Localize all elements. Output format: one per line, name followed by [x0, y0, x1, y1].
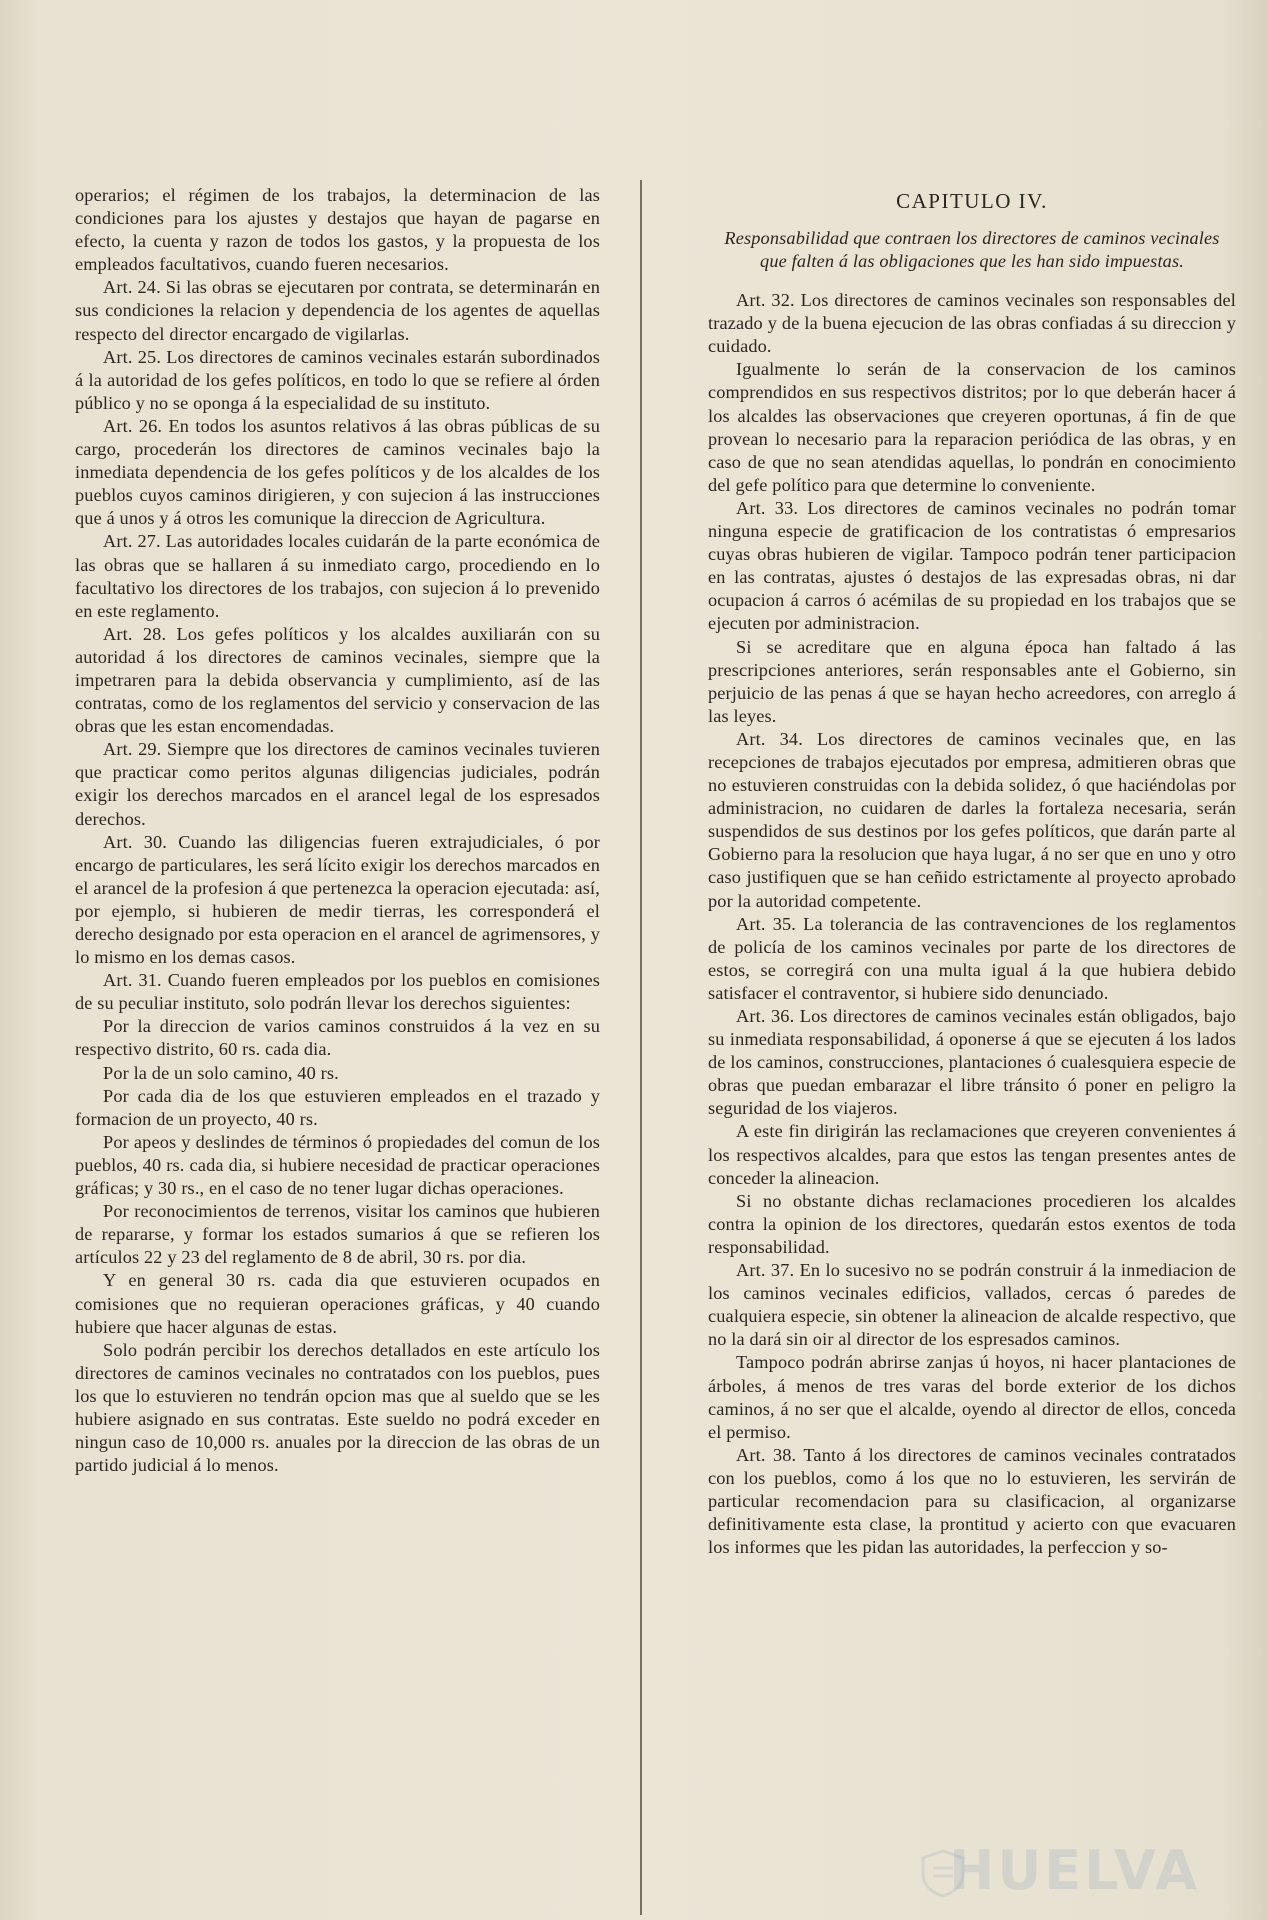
- paragraph-continuation: operarios; el régimen de los trabajos, la determinacion de las condiciones para los ajustes y destajos que hayan de pagarse en efecto, la cuenta y razon de todos los gastos, y la propuesta de los empleados facultativos, cuando fueren necesarios.: [75, 185, 600, 275]
- article-25: Art. 25. Los directores de caminos vecinales estarán subordinados á la autoridad de los gefes políticos, en todo lo que se refiere al órden público y no se oponga á la especialidad de su instituto.: [75, 346, 600, 413]
- paragraph: Si se acreditare que en alguna época han faltado á las prescripciones anteriores, serán responsables ante el Gobierno, sin perjuicio de las penas á que se hayan hecho acreedores, con arreglo á las leyes.: [708, 636, 1236, 726]
- watermark-logo-text: HUELVA: [949, 1839, 1200, 1902]
- article-33: Art. 33. Los directores de caminos vecinales no podrán tomar ninguna especie de gratificacion de los contratistas ó empresarios cuyas obras hubieren de vigilar. Tampoco podrán tener participacion en las contratas, ajustes ó destajos de las expresadas obras, ni dar ocupacion á carros ó acémilas de su propiedad en los trabajos que se ejecuten por administracion.: [708, 497, 1236, 634]
- column-divider: [640, 180, 642, 1915]
- paragraph: Si no obstante dichas reclamaciones procedieren los alcaldes contra la opinion de los directores, quedarán estos exentos de toda responsabilidad.: [708, 1190, 1236, 1257]
- article-36: Art. 36. Los directores de caminos vecinales están obligados, bajo su inmediata responsabilidad, á oponerse á que se ejecuten á los lados de los caminos, construcciones, plantaciones ó cualesquiera especie de obras que puedan embarazar el libre tránsito ó poner en peligro la seguridad de los viajeros.: [708, 1006, 1236, 1119]
- fee-item: Por la direccion de varios caminos construidos á la vez en su respectivo distrito, 60 rs. cada dia.: [75, 1016, 600, 1060]
- fee-item: Por cada dia de los que estuvieren empleados en el trazado y formacion de un proyecto, 40 rs.: [75, 1085, 600, 1129]
- article-24: Art. 24. Si las obras se ejecutaren por contrata, se determinarán en sus condiciones la relacion y dependencia de los agentes de aquellas respecto del director encargado de vigilarlas.: [75, 277, 600, 344]
- article-35: Art. 35. La tolerancia de las contravenciones de los reglamentos de policía de los caminos vecinales por parte de los directores de estos, se corregirá con una multa igual á la que hubiera debido satisfacer el contraventor, si hubiere sido denunciado.: [708, 913, 1236, 1003]
- chapter-subtitle: Responsabilidad que contraen los directores de caminos vecinales que falten á las obligaciones que les han sido impuestas.: [724, 228, 1220, 272]
- article-32: Art. 32. Los directores de caminos vecinales son responsables del trazado y de la buena ejecucion de las obras confiadas á su direccion y cuidado.: [708, 290, 1236, 357]
- fee-item: Por la de un solo camino, 40 rs.: [103, 1062, 339, 1083]
- left-column: [75, 184, 600, 1477]
- paragraph: Tampoco podrán abrirse zanjas ú hoyos, ni hacer plantaciones de árboles, á menos de tres varas del borde exterior de los dichos caminos, á no ser que el alcalde, oyendo al director de ellos, conceda el permiso.: [708, 1352, 1236, 1442]
- article-29: Art. 29. Siempre que los directores de caminos vecinales tuvieren que practicar como peritos algunas diligencias judiciales, podrán exigir los derechos marcados en el arancel legal de los espresados derechos.: [75, 739, 600, 829]
- article-31: Art. 31. Cuando fueren empleados por los pueblos en comisiones de su peculiar instituto, solo podrán llevar los derechos siguientes:: [75, 970, 600, 1014]
- article-38: Art. 38. Tanto á los directores de caminos vecinales contratados con los pueblos, como á los que no lo estuvieren, les servirán de particular recomendacion para su clasificacion, al organizarse definitivamente esta clase, la prontitud y acierto con que evacuaren los informes que les pidan las autoridades, la perfeccion y so-: [708, 1444, 1236, 1558]
- fee-item: Y en general 30 rs. cada dia que estuvieren ocupados en comisiones que no requieran operaciones gráficas, y 40 cuando hubiere que hacer algunas de estas.: [75, 1270, 600, 1337]
- article-30: Art. 30. Cuando las diligencias fueren extrajudiciales, ó por encargo de particulares, les será lícito exigir los derechos marcados en el arancel de la profesion á que pertenezca la operacion ejecutada: así, por ejemplo, si hubieren de medir tierras, les corresponderá el derecho designado por esta operacion en el arancel de agrimensores, y lo mismo en los demas casos.: [75, 831, 600, 968]
- fee-item: Por apeos y deslindes de términos ó propiedades del comun de los pueblos, 40 rs. cada dia, si hubiere necesidad de practicar operaciones gráficas; y 30 rs., en el caso de no tener lugar dichas operaciones.: [75, 1131, 600, 1199]
- article-28: Art. 28. Los gefes políticos y los alcaldes auxiliarán con su autoridad á los directores de caminos vecinales, siempre que la impetraren para la debida observancia y cumplimiento, así de las contratas, como de los reglamentos del servicio y conservacion de las obras que les estan encomendadas.: [75, 623, 600, 737]
- right-column: [708, 184, 1236, 1559]
- article-27: Art. 27. Las autoridades locales cuidarán de la parte económica de las obras que se hallaren á su inmediato cargo, procediendo en lo facultativo los directores de los trabajos, con sujecion á lo prevenido en este reglamento.: [75, 531, 600, 621]
- chapter-title: CAPITULO IV.: [896, 189, 1048, 213]
- fee-item: Por reconocimientos de terrenos, visitar los caminos que hubieren de repararse, y formar los estados sumarios á que se refieren los artículos 22 y 23 del reglamento de 8 de abril, 30 rs. por dia.: [75, 1201, 600, 1268]
- paragraph: A este fin dirigirán las reclamaciones que creyeren convenientes á los respectivos alcaldes, para que estos las tengan presentes antes de conceder la alineacion.: [708, 1121, 1236, 1188]
- article-26: Art. 26. En todos los asuntos relativos á las obras públicas de su cargo, procederán los directores de caminos vecinales bajo la inmediata dependencia de los gefes políticos y de los alcaldes de los pueblos cuyos caminos dirigieren, y con sujecion á las instrucciones que á unos y á otros les comunique la direccion de Agricultura.: [75, 415, 600, 529]
- paragraph: Igualmente lo serán de la conservacion de los caminos comprendidos en sus respectivos distritos; por lo que deberán hacer á los alcaldes las observaciones que creyeren oportunas, á fin de que provean lo necesario para la reparacion periódica de las obras, y en caso de que no sean atendidas aquellas, lo pondrán en conocimiento del gefe político para que determine lo conveniente.: [708, 359, 1236, 495]
- salary-paragraph: Solo podrán percibir los derechos detallados en este artículo los directores de caminos vecinales no contratados con los pueblos, pues los que lo estuvieren no tendrán opcion mas que al sueldo que se les hubiere asignado en sus contratas. Este sueldo no podrá exceder en ningun caso de 10,000 rs. anuales por la direccion de las obras de un partido judicial á lo menos.: [75, 1339, 600, 1476]
- article-37: Art. 37. En lo sucesivo no se podrán construir á la inmediacion de los caminos vecinales edificios, vallados, cercas ó paredes de cualquiera especie, sin obtener la alineacion de alcalde respectivo, que no la dará sin oir al director de los espresados caminos.: [708, 1260, 1236, 1350]
- article-34: Art. 34. Los directores de caminos vecinales que, en las recepciones de trabajos ejecutados por empresa, admitieren obras que no estuvieren construidas con la debida solidez, ó que haciéndolas por administracion, no cuidaren de darles la fortaleza necesaria, serán suspendidos de sus destinos por los gefes políticos, que darán parte al Gobierno para la resolucion que haya lugar, á no ser que en uno y otro caso justifiquen que se han ceñido estrictamente al proyecto aprobado por la autoridad competente.: [708, 728, 1236, 911]
